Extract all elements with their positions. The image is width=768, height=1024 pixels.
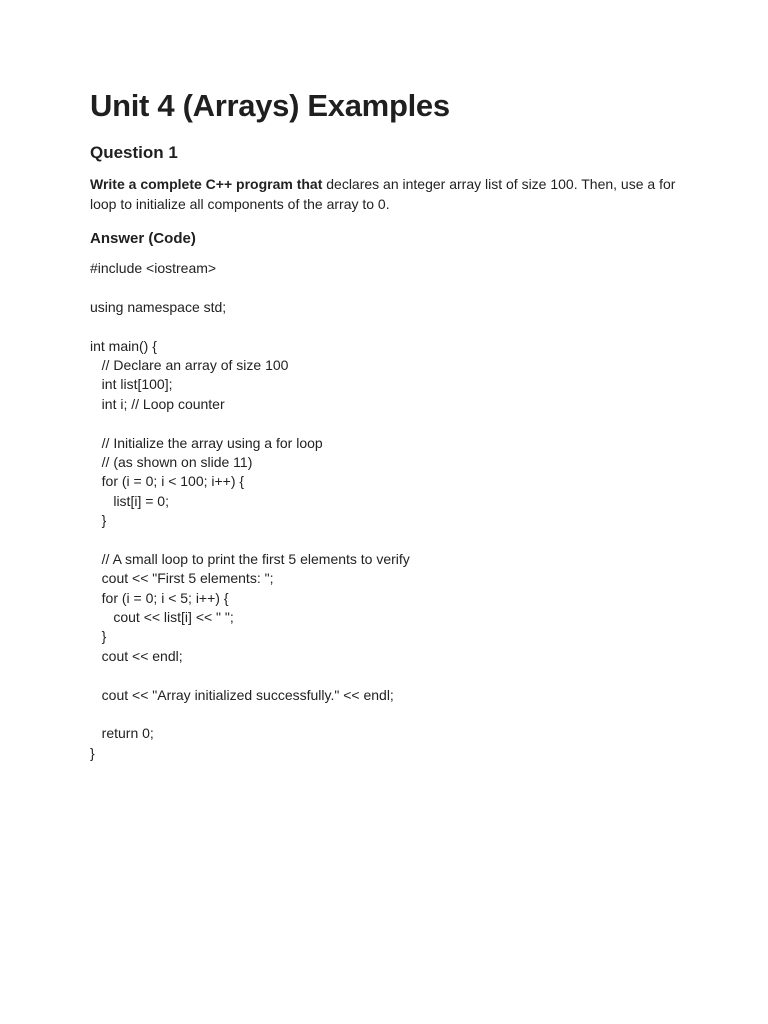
code-line: list[i] = 0; [90, 492, 169, 509]
code-line: // Declare an array of size 100 [90, 356, 289, 373]
code-line [90, 414, 410, 433]
question-text [90, 174, 690, 214]
code-line: // Initialize the array using a for loop [90, 434, 323, 451]
question-text-bold: Write a complete C++ program that [90, 176, 323, 192]
code-line: cout << list[i] << " "; [90, 609, 234, 626]
code-line: using namespace std; [90, 298, 227, 315]
code-line [90, 278, 410, 297]
code-line: // (as shown on slide 11) [90, 453, 253, 470]
code-line [90, 317, 410, 336]
code-line [90, 705, 410, 724]
code-line: cout << "Array initialized successfully." << endl; [90, 686, 394, 703]
code-line: } [90, 744, 95, 761]
document-title: Unit 4 (Arrays) Examples [90, 88, 450, 123]
code-line: for (i = 0; i < 5; i++) { [90, 589, 229, 606]
code-line: return 0; [90, 725, 154, 742]
code-line: } [90, 628, 107, 645]
question-heading: Question 1 [90, 143, 178, 162]
code-line: int list[100]; [90, 376, 173, 393]
code-line: cout << endl; [90, 647, 183, 664]
code-line: for (i = 0; i < 100; i++) { [90, 473, 245, 490]
answer-heading: Answer (Code) [90, 230, 196, 247]
code-line: // A small loop to print the first 5 elements to verify [90, 550, 410, 567]
code-line: cout << "First 5 elements: "; [90, 570, 274, 587]
code-line [90, 530, 410, 549]
code-line: #include <iostream> [90, 260, 217, 276]
code-line: int main() { [90, 337, 157, 354]
question-text-rest: declares an integer array list of size 100. Then, use a for loop to initialize all components of the array to 0. [90, 176, 676, 212]
code-block [90, 259, 410, 763]
code-line: } [90, 512, 107, 529]
code-line: int i; // Loop counter [90, 395, 225, 412]
code-line [90, 666, 410, 685]
